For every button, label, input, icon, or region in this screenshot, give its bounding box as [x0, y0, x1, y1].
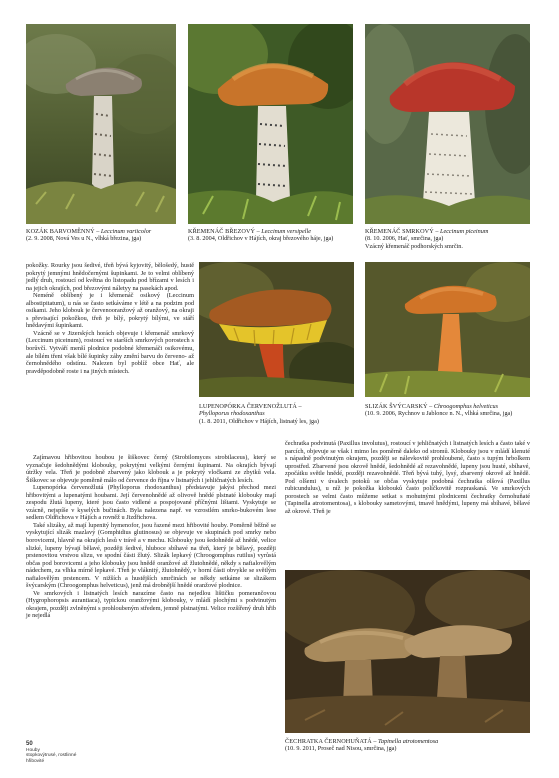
caption-detail: (10. 9. 2006, Rychnov u Jablonce n. N., vlhká smrčina, jga) — [365, 410, 513, 418]
caption-latin: Chroogomphus helveticus — [433, 403, 499, 410]
caption-latin: Leccinum versipelle — [261, 228, 311, 235]
paragraph: Také slizáky, až mají lupenitý hymenofor, jsou řazené mezi hřibovité houby. Poměrně běžně se vyskytující slizák mazlavý (Gomphidius glutinosus) se objevuje ve skupinách pod smrky nebo borovicemi, hlavně na okrajích lesů v trávě a v mechu. Klobouky jsou šedohnědé až hnědé, velice slizké, lupeny bývají bělavé, později šedivé, hluboce sbíhavé na třeň, který je bělavý, později prstenovitou vrstvou slizu, ve spodní části žlutý. Slizák lepkavý (Chroogomphus rutilus) vyrůstá občas pod borovicemi a jeho klobouky jsou hnědě oranžové až žlutohnědé, někdy s nafialovělým nádechem, za vlhka mírně lepkavé. Třeň je vláknitý, žlutohnědý, v horní části obvykle se světlým nafialovělým prstencem. V nižších a hustějších smrčinách se někdy setkáme se slizákem švýcarským (Chroogomphus helveticus), jenž má drobnější hnědé oranžové plodnice. — [26, 521, 276, 590]
caption-detail: (1. 8. 2011, Oldřichov v Hájích, listnatý les, jga) — [199, 417, 319, 425]
paragraph: Neméně oblíbený je i křemenáč osikový (Leccinum albostipitatum), u nás se často setkáváme v létě a na podzim pod osikami. Jeho klobouk je červenooranžový až oranžový, na okraji s převisající pokožkou, třeň je bílý, pokrytý bílými, ve stáří hnědavými šupinkami. — [26, 292, 194, 330]
caption-detail: (8. 10. 2006, Hať, smrčina, jga) — [365, 235, 444, 243]
body-text-left-top — [26, 262, 194, 375]
caption-name: SLIZÁK ŠVÝCARSKÝ — [365, 403, 428, 410]
caption-kremenac-smrkovy: KŘEMENÁČ SMRKOVÝ – Leccinum piceinum (8. 10. 2006, Hať, smrčina, jga) Vzácný křemenáč podhorských smrčin. — [365, 228, 489, 250]
paragraph: Ve smrkových i listnatých lesích narazíme často na nejedlou lištičku pomerančovou (Hygrophoropsis aurantiaca), typickou oranžovými klobouky, v mládí plochými s podvinutým okrajem, později zvlněnými s prohloubeným středem, jemně plstnatými. Velice rozšířený druh hřib je nejedlá — [26, 589, 276, 620]
caption-kozak-barvomenny: KOZÁK BARVOMĚNNÝ – Leccinum variicolor (2. 9. 2008, Nová Ves u N., vlhká březina, jga) — [26, 228, 152, 243]
caption-latin: Tapinella atrotomentosa — [378, 738, 439, 745]
photo-lupenoporka — [199, 262, 354, 397]
caption-name: LUPENOPÓRKA ČERVENOŽLUTÁ — [199, 403, 297, 410]
photo-kozak-barvomenny — [26, 24, 176, 224]
photo-slizak-svycarsky — [365, 262, 530, 397]
caption-detail: (3. 8. 2004, Oldřichov v Hájích, okraj březového háje, jga) — [188, 235, 334, 243]
caption-latin: Phylloporus rhodoxanthus — [199, 410, 265, 418]
photo-cechratka-cernohunata — [285, 570, 530, 733]
caption-name: ČECHRATKA ČERNOHUŇATÁ — [285, 738, 372, 745]
paragraph: Vzácně se v Jizerských horách objevuje i křemenáč smrkový (Leccinum piceinum), rostoucí ve starších smrkových porostech s borůvčí. Vytváří menší plodnice podobné křemenáči osikovému, ale bílém třeni však bílé šupinky záhy změní barvu do červeno- až černohnědého odstínu. Nalezen byl poblíž obce Hať, ale pravděpodobně roste i na jiných místech. — [26, 329, 194, 375]
caption-name: KOZÁK BARVOMĚNNÝ — [26, 228, 95, 235]
caption-extra: Vzácný křemenáč podhorských smrčin. — [365, 242, 463, 250]
paragraph: Lupenopórka červenožlutá (Phylloporus rhodoxanthus) představuje jakýsi přechod mezi hřibovitými a lupenatými houbami. Její červenohnědé až olivově hnědé plstnaté klobouky mají zespodu žlutá lupeny, které jsou často vidlené a pospojované příčnými lištami. Vyskytuje se vzácně, nejspíše v kyselých bučinách. Byla nalezena např. ve vzrostlém smrko-bukovém lese sedlem Oldřichova v Hájích a rovněž u Jizdřichova. — [26, 484, 276, 522]
photo-kremenac-brezovy — [188, 24, 353, 224]
caption-lupenoporka: LUPENOPÓRKA ČERVENOŽLUTÁ – Phylloporus rhodoxanthus (1. 8. 2011, Oldřichov v Hájích, listnatý les, jga) — [199, 403, 319, 425]
footer-line: stopkovýtrusé, rostlinné — [26, 753, 77, 759]
caption-name: KŘEMENÁČ SMRKOVÝ — [365, 228, 434, 235]
paragraph: pokožky. Rourky jsou šedivé, třeň bývá kyjovitý, bělošedý, hustě pokrytý jemnými hnědočernými šupinkami. Je to velmi oblíbený jedlý druh, rostoucí od května do listopadu pod břízami v lesích i na jejich okrajích, pod březovými náletyy na pasekách apod. — [26, 262, 194, 292]
footer-line: Houby — [26, 747, 40, 753]
paragraph: čechratka podvinutá (Paxillus involutus), rostoucí v jehličnatých i listnatých lesích a často také v parcích, objevuje se však i mimo les poměrně daleko od stromů. Klobouky jsou v mládí klenuté s nápadně podvinutým okrajem, později se nálevkovitě prohloubené, často s tupým hrbolkem uprostřed. Zbarvené jsou okrově hnědé, šedohnědé až rezavohnědé, lupeny jsou husté, sbíhavé, zpočátku světle hnědé, později rezavohnědé. Třeň bývá tuhý, lysý, zbarvený okrově až hnědě. Pod olšemi v úvalech potoků se občas vyskytuje podobná čechratka olšová (Paxillus rubicundulus), u níž je pokožka klobouků často políčkovitě rozpraskaná. Ve smrkových porostech se velmi často můžeme setkat s mohutnými plodnicemi čechratky černohuňaté (Tapinella atrotomentosa), s klobouky sametovými, tmavě hnědými, lupeny má sbíhavé, bělavé až okrové. Třeň je — [285, 440, 530, 515]
caption-latin: Leccinum variicolor — [100, 228, 152, 235]
caption-kremenac-brezovy: KŘEMENÁČ BŘEZOVÝ – Leccinum versipelle (3. 8. 2004, Oldřichov v Hájích, okraj březového háje, jga) — [188, 228, 334, 243]
caption-detail: (10. 9. 2011, Proseč nad Nisou, smrčina, jga) — [285, 745, 397, 753]
caption-slizak-svycarsky: SLIZÁK ŠVÝCARSKÝ – Chroogomphus helveticus (10. 9. 2006, Rychnov u Jablonce n. N., vlhká smrčina, jga) — [365, 403, 513, 418]
paragraph: Zajímavou hřibovitou houbou je šiškovec černý (Strobilomyces strobilaceus), který se vyznačuje šedohnědými klobouky, pokrytými velkými černými šupinami. Na okrajích bývají útržky vela. Třeň je podobně zbarvený jako klobouk a je pokrytý vločkami ze zbytků vela. Šiškovec se objevuje poměrně málo od července do října v listnatých i jehličnatých lesích. — [26, 454, 276, 484]
footer-line: hřibovité — [26, 758, 45, 764]
caption-detail: (2. 9. 2008, Nová Ves u N., vlhká březina, jga) — [26, 235, 142, 243]
photo-kremenac-smrkovy — [365, 24, 530, 224]
page-footer — [26, 742, 76, 764]
page-number: 50 — [26, 741, 33, 747]
body-text-right — [285, 440, 530, 515]
body-text-left-bottom — [26, 454, 276, 620]
caption-latin: Leccinum piceinum — [440, 228, 489, 235]
caption-name: KŘEMENÁČ BŘEZOVÝ — [188, 228, 256, 235]
caption-cechratka-cernohunata: ČECHRATKA ČERNOHUŇATÁ – Tapinella atrotomentosa (10. 9. 2011, Proseč nad Nisou, smrčina, jga) — [285, 738, 439, 753]
